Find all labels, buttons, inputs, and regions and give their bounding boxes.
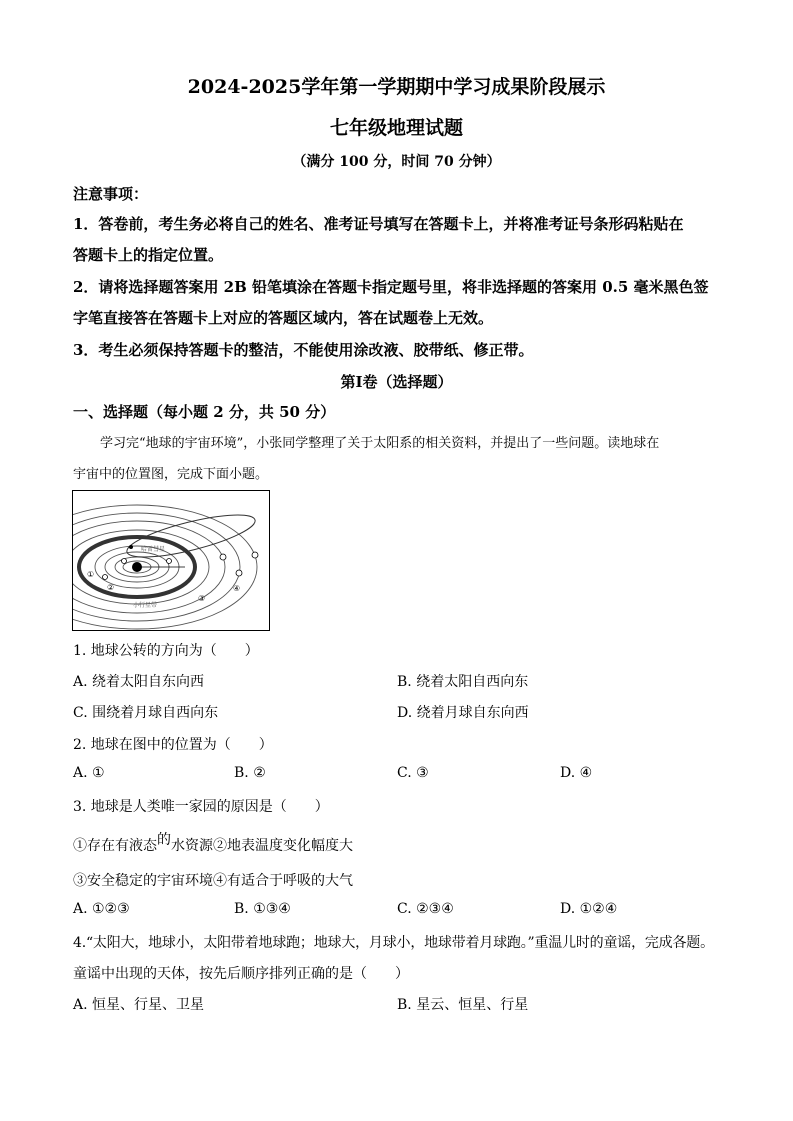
position-label-3: ③ [198,594,206,603]
question-2-option-c[interactable]: C. ③ [397,765,429,781]
note-line: 1．答卷前，考生务必将自己的姓名、准考证号填写在答题卡上，并将准考证号条形码粘贴在 [73,215,684,233]
question-4-option-b[interactable]: B. 星云、恒星、行星 [397,997,529,1013]
planet-icon [122,559,127,564]
question-3-option-c[interactable]: C. ②③④ [397,901,454,917]
question-4-stem: 4.“太阳大，地球小，太阳带着地球跑；地球大，月球小，地球带着月球跑。”重温儿时的童谣，完成各题。 [73,935,714,951]
notes-heading: 注意事项： [73,185,149,203]
position-label-2: ② [107,583,115,592]
question-4-stem-continued: 童谣中出现的天体，按先后顺序排列正确的是（ ） [73,966,409,982]
question-3-option-d[interactable]: D. ①②④ [560,901,618,917]
asteroid-belt-label: 小行星带 [133,602,158,609]
note-line: 2．请将选择题答案用 2B 铅笔填涂在答题卡指定题号里，将非选择题的答案用 0.5 毫米黑色签 [73,278,709,296]
question-2-stem: 2. 地球在图中的位置为（ ） [73,737,273,753]
question-1-option-d[interactable]: D. 绕着月球自东向西 [397,705,529,721]
question-3-statement-1 [73,832,353,855]
exam-meta: （满分 100 分，时间 70 分钟） [292,154,501,170]
statement-text: ①存在有液态 [73,838,157,854]
question-1-option-b[interactable]: B. 绕着太阳自西向东 [397,674,529,690]
position-label-4: ④ [233,584,241,593]
planet-icon [252,552,258,558]
question-1-option-c[interactable]: C. 围绕着月球自西向东 [73,705,219,721]
planet-icon [103,575,108,580]
solar-system-diagram [73,491,269,630]
volume-heading: 第Ⅰ卷（选择题） [340,373,453,391]
note-line: 字笔直接答在答题卡上对应的答题区域内，答在试题卷上无效。 [73,309,494,327]
question-3-stem: 3. 地球是人类唯一家园的原因是（ ） [73,799,329,815]
exam-subtitle: 七年级地理试题 [329,117,463,139]
question-3-option-a[interactable]: A. ①②③ [73,901,130,917]
question-4-option-a[interactable]: A. 恒星、行星、卫星 [73,997,205,1013]
solar-system-figure [72,490,270,631]
question-2-option-d[interactable]: D. ④ [560,765,593,781]
question-3-option-b[interactable]: B. ①③④ [234,901,291,917]
question-2-option-a[interactable]: A. ① [73,765,105,781]
exam-title: 2024-2025学年第一学期期中学习成果阶段展示 [187,76,606,98]
note-line: 答题卡上的指定位置。 [73,246,224,264]
section-heading: 一、选择题（每小题 2 分，共 50 分） [73,403,336,421]
planet-icon [220,554,226,560]
statement-text: 水资源②地表温度变化幅度大 [171,838,353,854]
position-label-1: ① [87,570,95,579]
question-2-option-b[interactable]: B. ② [234,765,266,781]
question-3-statement-2: ③安全稳定的宇宙环境④有适合于呼吸的大气 [73,873,353,889]
question-1-option-a[interactable]: A. 绕着太阳自东向西 [73,674,205,690]
comet-icon [129,545,133,549]
note-line: 3．考生必须保持答题卡的整洁，不能使用涂改液、胶带纸、修正带。 [73,341,534,359]
question-1-stem: 1. 地球公转的方向为（ ） [73,643,259,659]
comet-label: 哈雷彗星 [141,546,166,553]
planet-icon [167,559,172,564]
intro-line: 学习完“地球的宇宙环境”，小张同学整理了关于太阳系的相关资料，并提出了一些问题。读地球在 [100,436,660,451]
intro-line: 宇宙中的位置图，完成下面小题。 [73,467,269,482]
statement-superscript: 的 [157,832,171,848]
planet-icon [236,570,242,576]
